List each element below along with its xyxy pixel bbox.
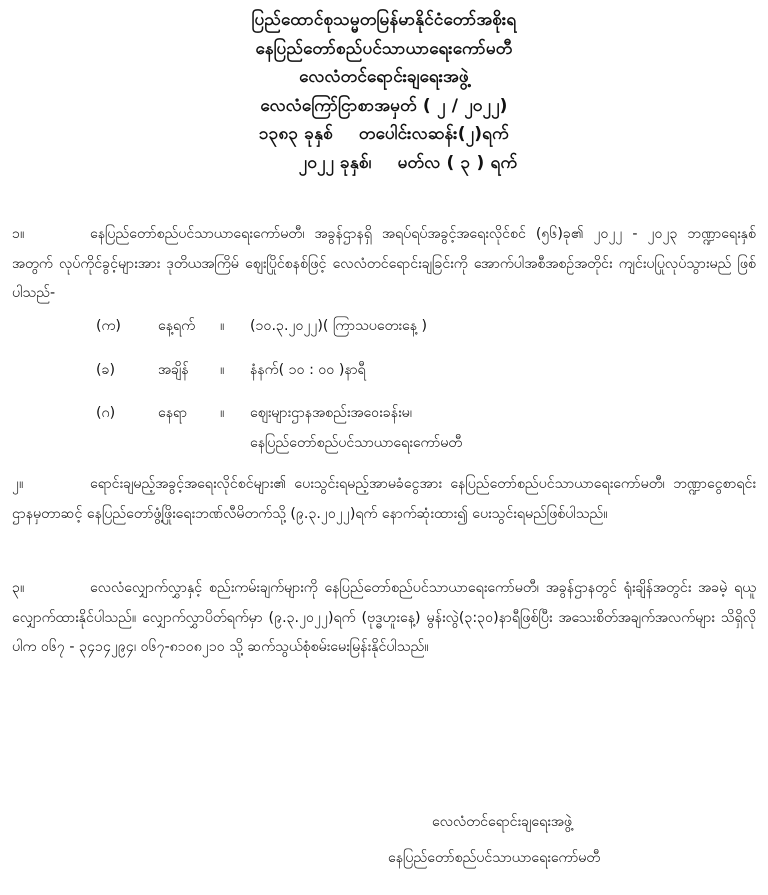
announcement-number: လေလံကြော်ငြာစာအမှတ် ( ၂ / ၂၀၂၂) bbox=[260, 95, 508, 116]
paragraph-text: ရောင်းချမည့်အခွင့်အရေးလိုင်စင်များ၏ ပေးသွင်းရမည့်အာမခံငွေအား နေပြည်တော်စည်ပင်သာယာရေးကော်မတီ၊ ဘဏ္ဍာငွေစာရင်းဌာနမှတာဆင့် နေပြည်တော်ဖွံ့ဖြိုးရေးဘဏ်လီမိတက်သို့ (၉.၃.၂၀၂၂)ရက် နောက်ဆုံးထား၍ ပေးသွင်းရမည်ဖြစ်ပါသည်။ bbox=[12, 476, 756, 522]
paragraph-number: ၂။ bbox=[12, 476, 24, 492]
paragraph-number: ၁။ bbox=[12, 226, 25, 242]
paragraph-text: နေပြည်တော်စည်ပင်သာယာရေးကော်မတီ၊ အခွန်ဌာနရှိ အရပ်ရပ်အခွင့်အရေးလိုင်စင် (၅၆)ခု၏ ၂၀၂၂ - ၂၀၂၃ ဘဏ္ဍာရေးနှစ်အတွက် လုပ်ကိုင်ခွင့်များအား ဒုတိယအကြိမ် ဈေးပြိုင်စနစ်ဖြင့် လေလံတင်ရောင်းချခြင်းကို အောက်ပါအစီအစဉ်အတိုင်း ကျင်းပပြုလုပ်သွားမည် ဖြစ်ပါသည်- bbox=[12, 226, 756, 301]
signature-committee: နေပြည်တော်စည်ပင်သာယာရေးကော်မတီ bbox=[388, 850, 601, 866]
paragraph-3 bbox=[12, 574, 756, 663]
item-mark: (ခ) bbox=[96, 361, 116, 378]
gregorian-date-line bbox=[0, 149, 768, 178]
gregorian-month-day: မတ်လ ( ၃ ) ရက် bbox=[397, 152, 518, 173]
auction-group-title: လေလံတင်ရောင်းချရေးအဖွဲ့ bbox=[299, 67, 469, 87]
signature-group: လေလံတင်ရောင်းချရေးအဖွဲ့ bbox=[432, 814, 572, 830]
paragraph-number: ၃။ bbox=[12, 580, 25, 596]
committee-title: နေပြည်တော်စည်ပင်သာယာရေးကော်မတီ bbox=[255, 38, 513, 59]
item-value: (၁၀.၃.၂၀၂၂)( ကြာသပတေးနေ့ ) bbox=[250, 318, 428, 334]
item-mark: (က) bbox=[96, 318, 121, 334]
paragraph-text: လေလံလျှောက်လွှာနှင့် စည်းကမ်းချက်များကို နေပြည်တော်စည်ပင်သာယာရေးကော်မတီ၊ အခွန်ဌာနတွင် ရုံးချိန်အတွင်း အခမဲ့ ရယူလျှောက်ထားနိုင်ပါသည်။ လျှောက်လွှာပိတ်ရက်မှာ (၉.၃.၂၀၂၂)ရက် (ဗုဒ္ဓဟူးနေ့) မွန်းလွဲ(၃:၃၀)နာရီဖြစ်ပြီး အသေးစိတ်အချက်အလက်များ သိရှိလိုပါက ၀၆၇ - ၃၄၁၄၂၉၄၊ ၀၆၇-၈၁၀၈၂၁၀ သို့ ဆက်သွယ်စုံစမ်းမေးမြန်းနိုင်ပါသည်။ bbox=[12, 580, 756, 655]
schedule-list bbox=[96, 312, 736, 472]
signature-block bbox=[0, 804, 768, 876]
item-separator: ။ bbox=[220, 361, 225, 378]
myanmar-date-line bbox=[0, 120, 768, 149]
myanmar-month-day: တပေါင်းလဆန်း(၂)ရက် bbox=[358, 124, 509, 144]
announcement-header bbox=[0, 6, 768, 177]
item-label: နေရာ bbox=[158, 405, 188, 421]
paragraph-1 bbox=[12, 220, 756, 309]
schedule-item-date bbox=[96, 312, 736, 342]
item-value: ဈေးများဌာနအစည်းအဝေးခန်းမ၊ နေပြည်တော်စည်ပင်သာယာရေးကော်မတီ bbox=[250, 405, 463, 451]
item-separator: ။ bbox=[220, 318, 225, 334]
item-value: နံနက်( ၁၀ : ၀၀ )နာရီ bbox=[250, 361, 366, 378]
item-label: နေ့ရက် bbox=[158, 318, 196, 334]
item-mark: (ဂ) bbox=[96, 405, 116, 421]
government-title: ပြည်ထောင်စုသမ္မတမြန်မာနိုင်ငံတော်အစိုးရ bbox=[251, 10, 517, 30]
schedule-item-venue bbox=[96, 399, 736, 458]
myanmar-year: ၁၃၈၃ ခုနှစ် bbox=[259, 124, 333, 144]
item-label: အချိန် bbox=[158, 361, 189, 378]
schedule-item-time bbox=[96, 356, 736, 386]
paragraph-2 bbox=[12, 470, 756, 529]
gregorian-year: ၂၀၂၂ ခုနှစ်၊ bbox=[298, 152, 372, 173]
item-separator: ။ bbox=[220, 405, 225, 421]
